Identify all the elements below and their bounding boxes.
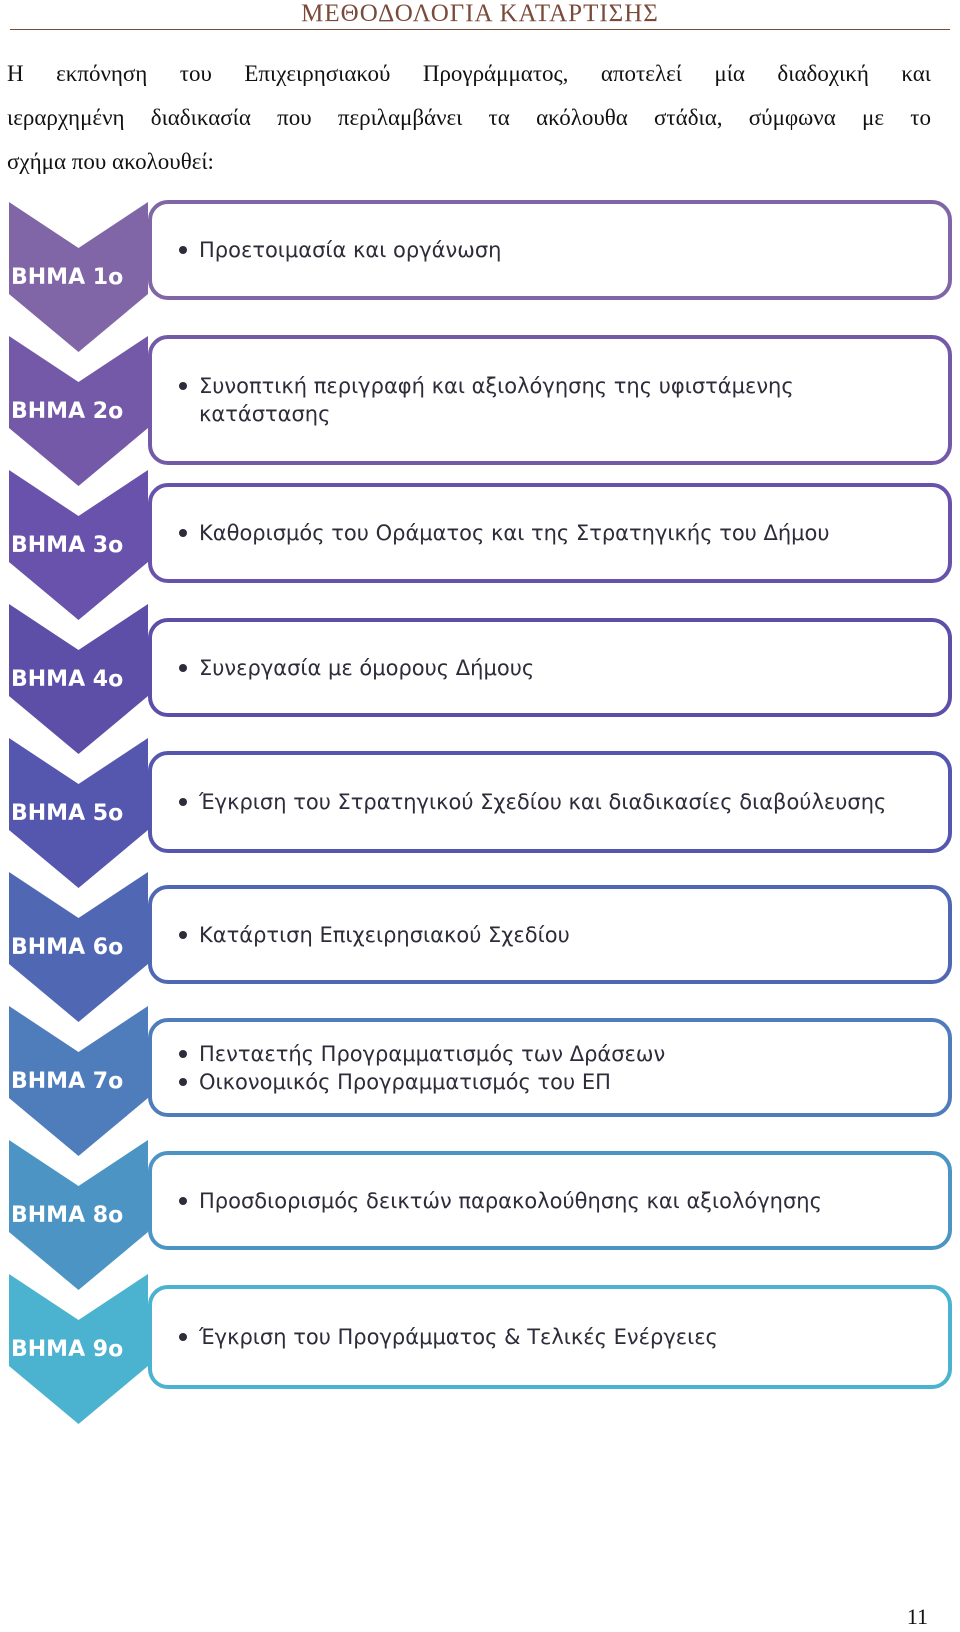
intro-word: εκπόνηση	[56, 61, 148, 86]
step-bullet-item	[177, 654, 939, 682]
bullet-icon	[179, 1078, 187, 1086]
step-item-text: Έγκριση του Προγράμματος & Τελικές Ενέργειες	[199, 1325, 718, 1349]
intro-word: ιεραρχημένη	[7, 105, 125, 130]
intro-word: Επιχειρησιακού	[244, 61, 391, 86]
step-item-text: Έγκριση του Στρατηγικού Σχεδίου και διαδικασίες διαβούλευσης	[199, 790, 887, 814]
intro-word: αποτελεί	[600, 61, 682, 86]
step-content	[155, 1287, 939, 1387]
bullet-icon	[179, 664, 187, 672]
intro-word: σύμφωνα	[748, 105, 836, 130]
bullet-icon	[179, 1050, 187, 1058]
intro-word: και	[901, 61, 931, 86]
step-bullet-item	[177, 519, 939, 547]
step-content	[155, 337, 939, 463]
step-content	[155, 202, 939, 298]
header-rule	[10, 29, 950, 30]
step-bullet-item	[177, 788, 939, 816]
step-content	[155, 485, 939, 581]
step-bullet-item	[177, 921, 939, 949]
intro-word: που	[277, 105, 312, 130]
step-bullet-item	[177, 1187, 939, 1215]
step-bullet-item	[177, 1323, 939, 1351]
bullet-icon	[179, 382, 187, 390]
step-label: ΒΗΜΑ 7ο	[11, 1069, 124, 1094]
step-item-text: Καθορισμός του Οράματος και της Στρατηγικής του Δήμου	[199, 521, 830, 545]
step-label: ΒΗΜΑ 5ο	[11, 801, 124, 826]
step-item-text: Συνοπτική περιγραφή και αξιολόγησης της υφιστάμενης κατάστασης	[199, 374, 794, 426]
bullet-icon	[179, 529, 187, 537]
intro-word: Η	[7, 61, 24, 86]
step-content	[155, 620, 939, 715]
step-item-text: Πενταετής Προγραμματισμός των Δράσεων	[199, 1041, 666, 1066]
step-label: ΒΗΜΑ 2ο	[11, 399, 124, 424]
intro-word: το	[910, 105, 931, 130]
step-content	[155, 1020, 939, 1115]
step-label: ΒΗΜΑ 9ο	[11, 1337, 124, 1362]
page-number: 11	[906, 1604, 928, 1629]
intro-word: στάδια,	[654, 105, 723, 130]
step-item-text: Κατάρτιση Επιχειρησιακού Σχεδίου	[199, 922, 570, 947]
step-item-text: Συνεργασία με όμορους Δήμους	[199, 655, 535, 680]
intro-word: ακόλουθα	[536, 105, 628, 130]
step-bullet-item	[177, 372, 939, 428]
step-content	[155, 887, 939, 982]
intro-word: του	[179, 61, 212, 86]
bullet-icon	[179, 246, 187, 254]
intro-line-3: σχήμα που ακολουθεί:	[7, 149, 214, 174]
step-bullet-item	[177, 1068, 939, 1096]
bullet-icon	[179, 1197, 187, 1205]
step-item-text: Οικονομικός Προγραμματισμός του ΕΠ	[199, 1069, 611, 1094]
step-label: ΒΗΜΑ 1ο	[11, 265, 124, 290]
intro-word: τα	[488, 105, 510, 130]
intro-word: διαδικασία	[150, 105, 251, 130]
step-item-text: Προετοιμασία και οργάνωση	[199, 238, 502, 262]
step-bullet-item	[177, 1040, 939, 1068]
step-label: ΒΗΜΑ 3ο	[11, 533, 124, 558]
intro-word: με	[861, 105, 884, 130]
step-label: ΒΗΜΑ 6ο	[11, 935, 124, 960]
intro-word: μία	[714, 61, 745, 86]
bullet-icon	[179, 1333, 187, 1341]
page-header-title: ΜΕΘΟΔΟΛΟΓΙΑ ΚΑΤΑΡΤΙΣΗΣ	[301, 0, 659, 27]
bullet-icon	[179, 931, 187, 939]
step-label: ΒΗΜΑ 4ο	[11, 667, 124, 692]
intro-paragraph	[7, 52, 931, 184]
intro-line-1	[7, 52, 931, 96]
step-bullet-item	[177, 236, 939, 264]
intro-line-2	[7, 96, 931, 140]
step-content	[155, 753, 939, 851]
intro-word: διαδοχική	[777, 61, 869, 86]
step-label: ΒΗΜΑ 8ο	[11, 1203, 124, 1228]
intro-word: Προγράμματος,	[422, 61, 569, 86]
step-item-text: Προσδιορισμός δεικτών παρακολούθησης και αξιολόγησης	[199, 1188, 822, 1213]
step-content	[155, 1153, 939, 1248]
intro-word: περιλαμβάνει	[337, 105, 463, 130]
bullet-icon	[179, 798, 187, 806]
